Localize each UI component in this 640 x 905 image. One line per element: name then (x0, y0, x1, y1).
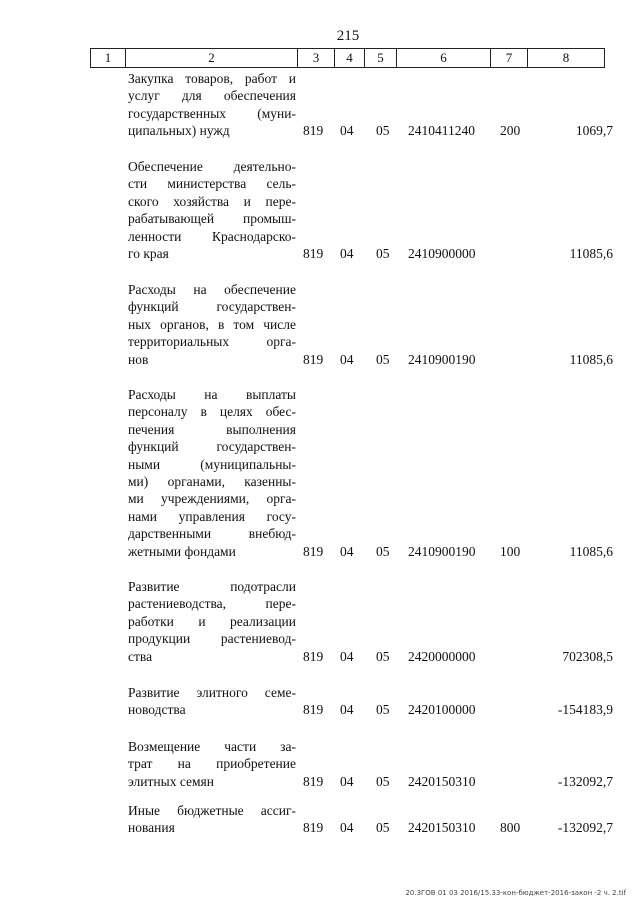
cell-subsection: 05 (376, 352, 390, 367)
header-col-2: 2 (125, 49, 297, 67)
name-line: ми учреждениями, орга- (128, 491, 296, 507)
page-number: 215 (336, 28, 360, 44)
cell-code: 819 (303, 123, 324, 138)
name-line: государственных (муни- (128, 105, 296, 121)
cell-target-article: 2410411240 (408, 123, 475, 138)
cell-amount: 11085,6 (569, 544, 613, 559)
row-name (128, 158, 296, 262)
cell-subsection: 05 (376, 544, 390, 559)
cell-subsection: 05 (376, 123, 390, 138)
cell-target-article: 2410900190 (408, 544, 476, 559)
cell-section: 04 (340, 820, 354, 835)
name-line: Расходы на обеспечение (128, 282, 296, 297)
name-line: продукции растениевод- (128, 631, 296, 647)
row-name (128, 281, 296, 368)
cell-section: 04 (340, 702, 354, 717)
name-line: го края (128, 246, 169, 262)
name-line: элитных семян (128, 773, 214, 789)
name-line: Закупка товаров, работ и (128, 71, 296, 86)
header-col-6: 6 (396, 49, 490, 67)
name-line: Возмещение части за- (128, 739, 296, 754)
name-line: работки и реализации (128, 613, 296, 629)
cell-section: 04 (340, 352, 354, 367)
name-line: Развитие подотрасли (128, 579, 296, 594)
cell-code: 819 (303, 702, 324, 717)
cell-amount: 11085,6 (569, 352, 613, 367)
cell-subsection: 05 (376, 246, 390, 261)
name-line: трат на приобретение (128, 756, 296, 772)
name-line: услуг для обеспечения (128, 88, 296, 104)
cell-expense-type: 800 (500, 820, 521, 835)
cell-target-article: 2420000000 (408, 649, 476, 664)
cell-subsection: 05 (376, 774, 390, 789)
cell-subsection: 05 (376, 649, 390, 664)
table-header-row (90, 48, 605, 68)
cell-section: 04 (340, 649, 354, 664)
cell-code: 819 (303, 774, 324, 789)
header-col-8: 8 (527, 49, 605, 67)
cell-section: 04 (340, 774, 354, 789)
cell-target-article: 2420150310 (408, 820, 476, 835)
name-line: персоналу в целях обес- (128, 404, 296, 420)
name-line: нами управления госу- (128, 508, 296, 524)
header-col-5: 5 (364, 49, 396, 67)
header-col-3: 3 (297, 49, 334, 67)
name-line: ского хозяйства и пере- (128, 193, 296, 209)
cell-amount: -132092,7 (557, 774, 613, 789)
row-name (128, 386, 296, 560)
name-line: печения выполнения (128, 421, 296, 437)
cell-target-article: 2410900190 (408, 352, 476, 367)
row-name (128, 802, 296, 837)
cell-code: 819 (303, 820, 324, 835)
name-line: жетными фондами (128, 543, 236, 559)
name-line: дарственными внебюд- (128, 526, 296, 542)
name-line: Развитие элитного семе- (128, 685, 296, 700)
cell-section: 04 (340, 246, 354, 261)
cell-subsection: 05 (376, 702, 390, 717)
name-line: растениеводства, пере- (128, 596, 296, 612)
name-line: функций государствен- (128, 299, 296, 315)
row-name (128, 70, 296, 140)
name-line: ства (128, 648, 153, 664)
name-line: ных органов, в том числе (128, 316, 296, 332)
header-col-7: 7 (490, 49, 527, 67)
name-line: функций государствен- (128, 439, 296, 455)
cell-code: 819 (303, 649, 324, 664)
cell-code: 819 (303, 246, 324, 261)
cell-amount: -154183,9 (557, 702, 613, 717)
row-name (128, 684, 296, 719)
cell-target-article: 2410900000 (408, 246, 476, 261)
row-name (128, 578, 296, 665)
name-line: ципальных) нужд (128, 123, 230, 139)
cell-section: 04 (340, 123, 354, 138)
name-line: ми) органами, казенны- (128, 474, 296, 490)
name-line: Иные бюджетные ассиг- (128, 803, 296, 818)
name-line: нования (128, 820, 175, 836)
cell-amount: 702308,5 (562, 649, 613, 664)
cell-expense-type: 200 (500, 123, 521, 138)
row-name (128, 738, 296, 790)
cell-target-article: 2420150310 (408, 774, 476, 789)
name-line: сти министерства сель- (128, 176, 296, 192)
cell-amount: 1069,7 (575, 123, 613, 138)
header-col-1: 1 (90, 49, 125, 67)
name-line: Обеспечение деятельно- (128, 159, 296, 174)
name-line: Расходы на выплаты (128, 387, 296, 402)
cell-code: 819 (303, 544, 324, 559)
cell-code: 819 (303, 352, 324, 367)
cell-amount: -132092,7 (557, 820, 613, 835)
name-line: новодства (128, 702, 186, 718)
name-line: ленности Краснодарско- (128, 228, 296, 244)
cell-section: 04 (340, 544, 354, 559)
cell-expense-type: 100 (500, 544, 521, 559)
cell-target-article: 2420100000 (408, 702, 476, 717)
cell-amount: 11085,6 (569, 246, 613, 261)
header-col-4: 4 (334, 49, 364, 67)
cell-subsection: 05 (376, 820, 390, 835)
name-line: ными (муниципальны- (128, 456, 296, 472)
name-line: нов (128, 351, 149, 367)
name-line: территориальных орга- (128, 334, 296, 350)
name-line: рабатывающей промыш- (128, 211, 296, 227)
scan-footer: 20.3ГОВ 01 03 2016/15.33-кон-бюджет-2016-закон -2 ч. 2.tif (405, 889, 626, 897)
